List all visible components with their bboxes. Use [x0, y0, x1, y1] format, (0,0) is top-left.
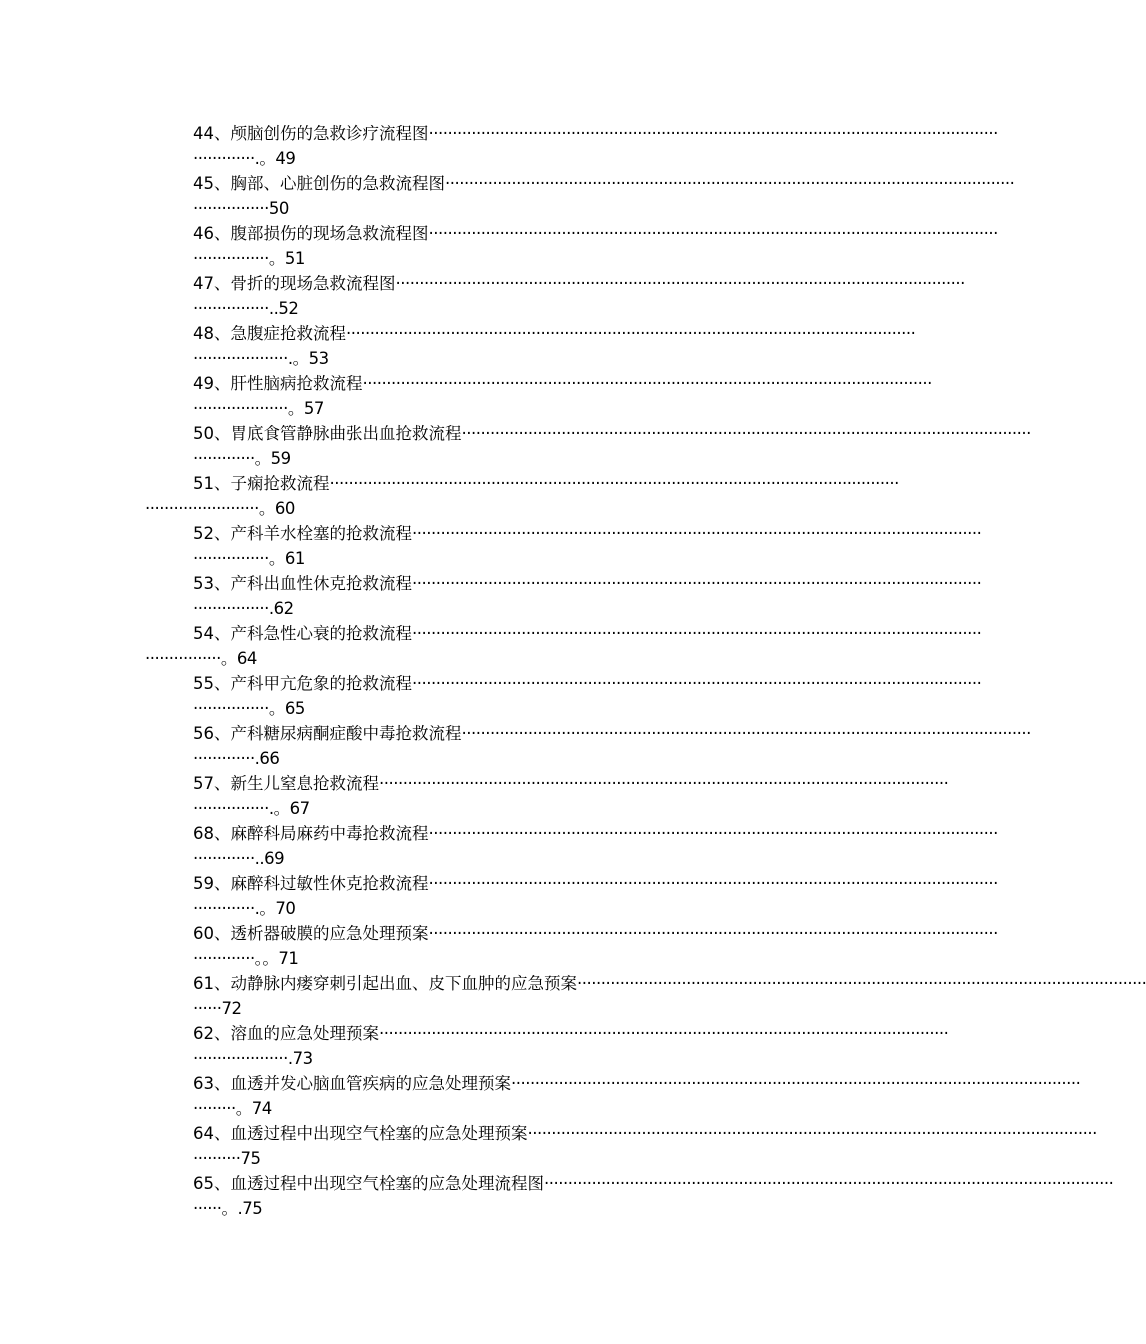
toc-entry-title: 45、胸部、心脏创伤的急救流程图 — [193, 174, 445, 193]
toc-entry[interactable] — [145, 1171, 1114, 1221]
dot-leader: ························································································································ — [412, 574, 982, 593]
toc-entry[interactable] — [145, 721, 1031, 771]
toc-entry-title-line — [145, 621, 982, 646]
toc-entry[interactable] — [145, 1121, 1097, 1171]
toc-entry[interactable] — [145, 471, 899, 521]
toc-entry-title-line — [145, 671, 982, 696]
dot-leader: ························································································································ — [527, 1124, 1097, 1143]
toc-entry-title: 44、颅脑创伤的急救诊疗流程图 — [193, 124, 429, 143]
toc-entry-page-line — [145, 846, 807, 871]
toc-entry-title-line — [145, 721, 1031, 746]
toc-entry-page-number: ················.62 — [193, 599, 294, 618]
toc-entry-page-line — [145, 346, 807, 371]
toc-entry-page-line — [145, 196, 807, 221]
toc-entry-title-line — [145, 1071, 1081, 1096]
toc-entry-page-line — [145, 1196, 807, 1221]
toc-entry-page-line — [145, 946, 807, 971]
toc-entry-page-line — [145, 396, 807, 421]
dot-leader: ························································································································ — [428, 124, 998, 143]
toc-entry-page-line — [145, 1146, 807, 1171]
toc-entry[interactable] — [145, 821, 998, 871]
toc-entry-title-line — [145, 1121, 1097, 1146]
toc-entry-page-number: ····················.73 — [193, 1049, 313, 1068]
dot-leader: ························································································································ — [412, 624, 982, 643]
toc-entry-page-number: ····················.。53 — [193, 349, 329, 368]
toc-entry-title: 56、产科糖尿病酮症酸中毒抢救流程 — [193, 724, 462, 743]
toc-entry-page-number: ················。64 — [145, 649, 257, 668]
toc-entry-page-number: ·············。59 — [193, 449, 291, 468]
toc-entry[interactable] — [145, 621, 982, 671]
toc-entry-title-line — [145, 771, 949, 796]
toc-entry-title: 47、骨折的现场急救流程图 — [193, 274, 396, 293]
toc-entry-title: 50、胃底食管静脉曲张出血抢救流程 — [193, 424, 462, 443]
dot-leader: ························································································································ — [362, 374, 932, 393]
toc-entry-title: 57、新生儿窒息抢救流程 — [193, 774, 379, 793]
toc-entry-page-number: ······。.75 — [193, 1199, 263, 1218]
toc-entry[interactable] — [145, 871, 998, 921]
toc-entry-title-line — [145, 871, 998, 896]
dot-leader: ························································································································ — [461, 424, 1031, 443]
toc-entry[interactable] — [145, 221, 998, 271]
dot-leader: ························································································································ — [428, 824, 998, 843]
toc-entry-title: 68、麻醉科局麻药中毒抢救流程 — [193, 824, 429, 843]
table-of-contents — [145, 121, 1146, 1221]
toc-entry[interactable] — [145, 771, 949, 821]
toc-entry[interactable] — [145, 1071, 1081, 1121]
toc-entry[interactable] — [145, 321, 916, 371]
toc-entry-page-line — [145, 1046, 807, 1071]
toc-entry-title: 53、产科出血性休克抢救流程 — [193, 574, 412, 593]
toc-entry-page-line — [145, 646, 807, 671]
toc-entry-title: 55、产科甲亢危象的抢救流程 — [193, 674, 412, 693]
dot-leader: ························································································································ — [395, 274, 965, 293]
toc-entry-page-number: ················50 — [193, 199, 289, 218]
toc-entry-title: 48、急腹症抢救流程 — [193, 324, 346, 343]
toc-entry-page-number: ························。60 — [145, 499, 295, 518]
toc-entry[interactable] — [145, 521, 982, 571]
toc-entry-page-line — [145, 596, 807, 621]
toc-entry-page-number: ················。61 — [193, 549, 305, 568]
dot-leader: ························································································································ — [412, 674, 982, 693]
toc-entry-page-number: ·············.。49 — [193, 149, 296, 168]
dot-leader: ························································································································ — [577, 974, 1146, 993]
toc-entry-page-line — [145, 1096, 807, 1121]
toc-entry-title: 51、子痫抢救流程 — [193, 474, 330, 493]
toc-entry[interactable] — [145, 1021, 949, 1071]
toc-entry-page-number: ·············..69 — [193, 849, 285, 868]
dot-leader: ························································································································ — [379, 1024, 949, 1043]
toc-entry-title-line — [145, 1021, 949, 1046]
toc-entry-page-line — [145, 746, 807, 771]
toc-entry-title-line — [145, 471, 899, 496]
toc-entry-title-line — [145, 521, 982, 546]
dot-leader: ························································································································ — [346, 324, 916, 343]
dot-leader: ························································································································ — [511, 1074, 1081, 1093]
toc-entry-page-number: ·············.。70 — [193, 899, 296, 918]
toc-entry[interactable] — [145, 971, 1146, 1021]
toc-entry-page-number: ··········75 — [193, 1149, 261, 1168]
toc-entry[interactable] — [145, 121, 998, 171]
toc-entry-page-number: ················。51 — [193, 249, 305, 268]
toc-entry-title-line — [145, 371, 932, 396]
toc-entry[interactable] — [145, 921, 998, 971]
toc-entry-page-line — [145, 496, 807, 521]
toc-entry-title: 49、肝性脑病抢救流程 — [193, 374, 363, 393]
toc-entry-page-line — [145, 546, 807, 571]
toc-entry[interactable] — [145, 171, 1015, 221]
toc-entry-page-number: ····················。57 — [193, 399, 324, 418]
toc-entry-page-line — [145, 296, 807, 321]
toc-entry-page-number: ·············。。71 — [193, 949, 299, 968]
toc-entry-page-line — [145, 446, 807, 471]
dot-leader: ························································································································ — [329, 474, 899, 493]
toc-entry-page-number: ················。65 — [193, 699, 305, 718]
dot-leader: ························································································································ — [544, 1174, 1114, 1193]
toc-entry-page-number: ······72 — [193, 999, 242, 1018]
toc-entry-title-line — [145, 321, 916, 346]
toc-entry-title-line — [145, 571, 982, 596]
toc-entry-title-line — [145, 1171, 1114, 1196]
dot-leader: ························································································································ — [445, 174, 1015, 193]
toc-entry-title-line — [145, 171, 1015, 196]
dot-leader: ························································································································ — [412, 524, 982, 543]
toc-entry[interactable] — [145, 421, 1031, 471]
toc-entry-page-number: ·········。74 — [193, 1099, 272, 1118]
toc-entry-page-line — [145, 696, 807, 721]
dot-leader: ························································································································ — [428, 924, 998, 943]
toc-entry-title: 65、血透过程中出现空气栓塞的应急处理流程图 — [193, 1174, 544, 1193]
toc-entry[interactable] — [145, 371, 932, 421]
toc-entry-title-line — [145, 421, 1031, 446]
dot-leader: ························································································································ — [379, 774, 949, 793]
toc-entry-title: 52、产科羊水栓塞的抢救流程 — [193, 524, 412, 543]
toc-entry-page-line — [145, 146, 807, 171]
toc-entry[interactable] — [145, 671, 982, 721]
toc-entry-page-number: ················.。67 — [193, 799, 310, 818]
toc-entry-page-number: ················..52 — [193, 299, 299, 318]
toc-entry-title: 61、动静脉内瘘穿刺引起出血、皮下血肿的应急预案 — [193, 974, 577, 993]
dot-leader: ························································································································ — [428, 224, 998, 243]
toc-entry-page-number: ·············.66 — [193, 749, 280, 768]
toc-entry-title-line — [145, 971, 1146, 996]
toc-entry-title: 64、血透过程中出现空气栓塞的应急处理预案 — [193, 1124, 528, 1143]
toc-entry-page-line — [145, 796, 807, 821]
dot-leader: ························································································································ — [461, 724, 1031, 743]
toc-entry-page-line — [145, 996, 807, 1021]
toc-entry-title-line — [145, 221, 998, 246]
toc-entry[interactable] — [145, 571, 982, 621]
toc-entry[interactable] — [145, 271, 965, 321]
toc-entry-page-line — [145, 896, 807, 921]
toc-entry-title: 60、透析器破膜的应急处理预案 — [193, 924, 429, 943]
toc-entry-title-line — [145, 121, 998, 146]
toc-entry-title: 54、产科急性心衰的抢救流程 — [193, 624, 412, 643]
toc-entry-title-line — [145, 921, 998, 946]
toc-entry-title-line — [145, 271, 965, 296]
toc-entry-title: 59、麻醉科过敏性休克抢救流程 — [193, 874, 429, 893]
toc-entry-title: 63、血透并发心脑血管疾病的应急处理预案 — [193, 1074, 511, 1093]
toc-entry-page-line — [145, 246, 807, 271]
dot-leader: ························································································································ — [428, 874, 998, 893]
toc-entry-title: 46、腹部损伤的现场急救流程图 — [193, 224, 429, 243]
toc-entry-title: 62、溶血的应急处理预案 — [193, 1024, 379, 1043]
toc-entry-title-line — [145, 821, 998, 846]
